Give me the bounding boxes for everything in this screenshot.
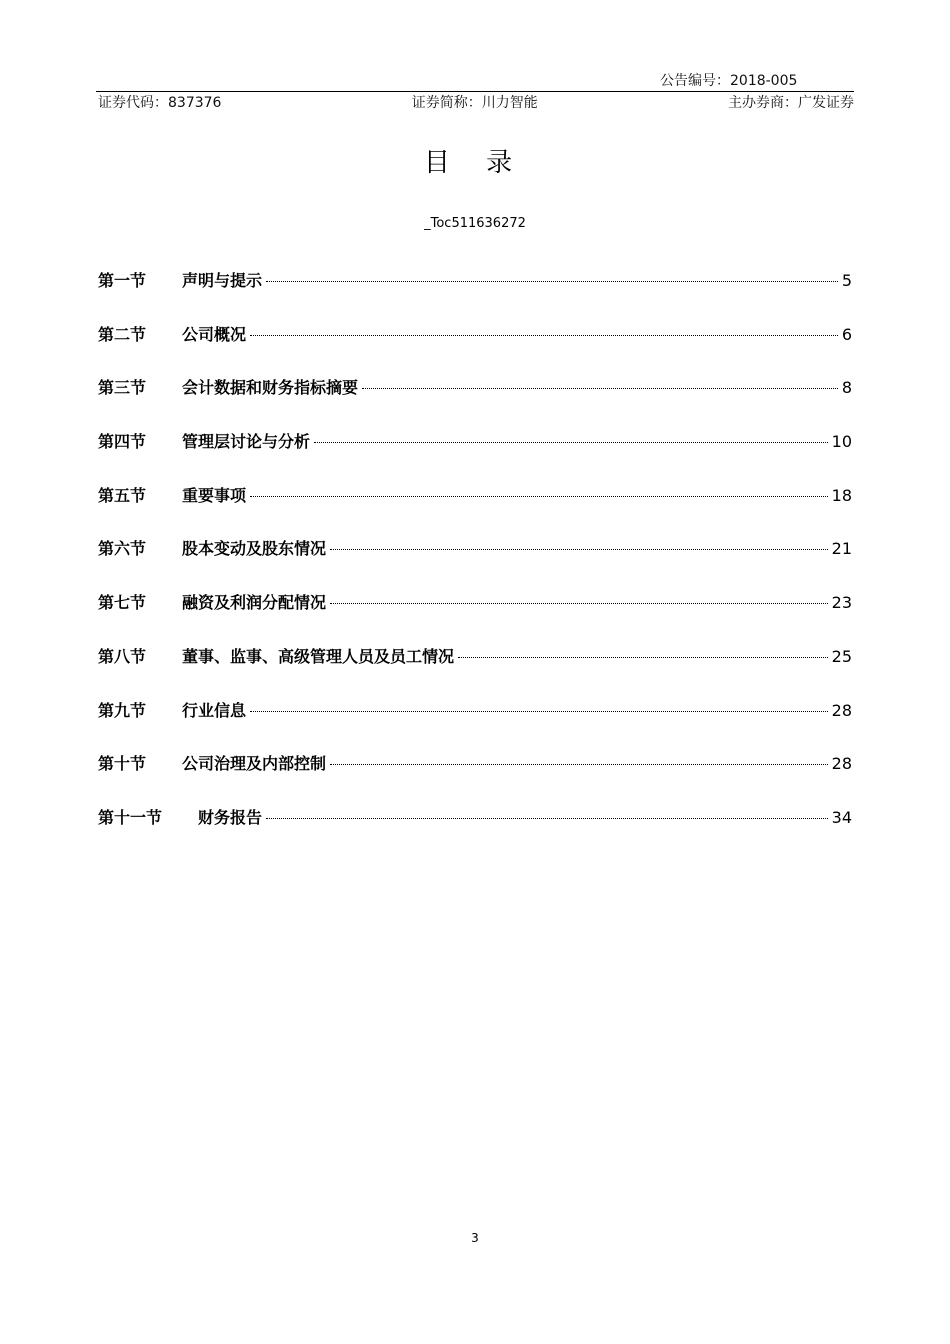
toc-heading: 融资及利润分配情况 [182,593,327,613]
toc-section-number: 第三节 [98,378,147,398]
table-of-contents [98,268,852,859]
stock-code: 证券代码：837376 [98,95,222,111]
toc-heading: 公司治理及内部控制 [182,754,327,774]
toc-dot-leader [362,388,838,389]
toc-dot-leader [458,657,828,658]
toc-page-number: 8 [841,378,852,398]
toc-section-number: 第七节 [98,593,147,613]
toc-page-number: 28 [831,700,852,720]
toc-dot-leader [250,496,828,497]
toc-dot-leader [266,818,828,819]
toc-section-number: 第九节 [98,700,147,720]
page-number: 3 [471,1231,479,1245]
toc-anchor: _Toc511636272 [424,216,526,231]
toc-heading: 声明与提示 [182,271,263,290]
toc-dot-leader [330,603,828,604]
toc-entry[interactable] [98,429,852,483]
toc-section-number: 第一节 [98,271,147,290]
toc-heading: 财务报告 [198,807,263,827]
toc-dot-leader [266,281,838,282]
toc-entry[interactable] [98,322,852,376]
toc-page-number: 25 [831,646,852,666]
toc-page-number: 21 [831,539,852,559]
toc-section-number: 第五节 [98,485,147,505]
announcement-number: 公告编号：2018-005 [660,73,798,89]
toc-page-number: 10 [831,432,852,452]
toc-heading: 会计数据和财务指标摘要 [182,378,359,398]
toc-entry[interactable] [98,483,852,537]
toc-section-number: 第六节 [98,539,147,559]
toc-entry[interactable] [98,268,852,322]
stock-abbreviation: 证券简称：川力智能 [411,95,538,111]
toc-heading: 行业信息 [182,700,247,720]
toc-entry[interactable] [98,644,852,698]
toc-dot-leader [250,711,828,712]
toc-dot-leader [330,549,828,550]
toc-page-number: 6 [841,324,852,344]
toc-entry[interactable] [98,590,852,644]
toc-heading: 重要事项 [182,485,247,505]
toc-page-number: 18 [831,485,852,505]
document-header [98,92,854,112]
toc-entry[interactable] [98,536,852,590]
toc-dot-leader [314,442,828,443]
toc-page-number: 23 [831,593,852,613]
toc-heading: 管理层讨论与分析 [182,432,311,452]
toc-section-number: 第二节 [98,324,147,344]
toc-entry[interactable] [98,751,852,805]
toc-section-number: 第十一节 [98,807,163,827]
toc-dot-leader [330,764,828,765]
toc-page-number: 28 [831,754,852,774]
toc-section-number: 第四节 [98,432,147,452]
toc-section-number: 第十节 [98,754,147,774]
toc-entry[interactable] [98,375,852,429]
toc-heading: 董事、监事、高级管理人员及员工情况 [182,646,455,666]
toc-page-number: 5 [841,271,852,290]
toc-title: 目 录 [423,148,527,178]
toc-section-number: 第八节 [98,646,147,666]
toc-entry[interactable] [98,805,852,859]
toc-entry[interactable] [98,698,852,752]
toc-page-number: 34 [831,807,852,827]
toc-heading: 公司概况 [182,324,247,344]
toc-dot-leader [250,335,838,336]
sponsor-broker: 主办券商：广发证券 [727,95,854,111]
toc-heading: 股本变动及股东情况 [182,539,327,559]
